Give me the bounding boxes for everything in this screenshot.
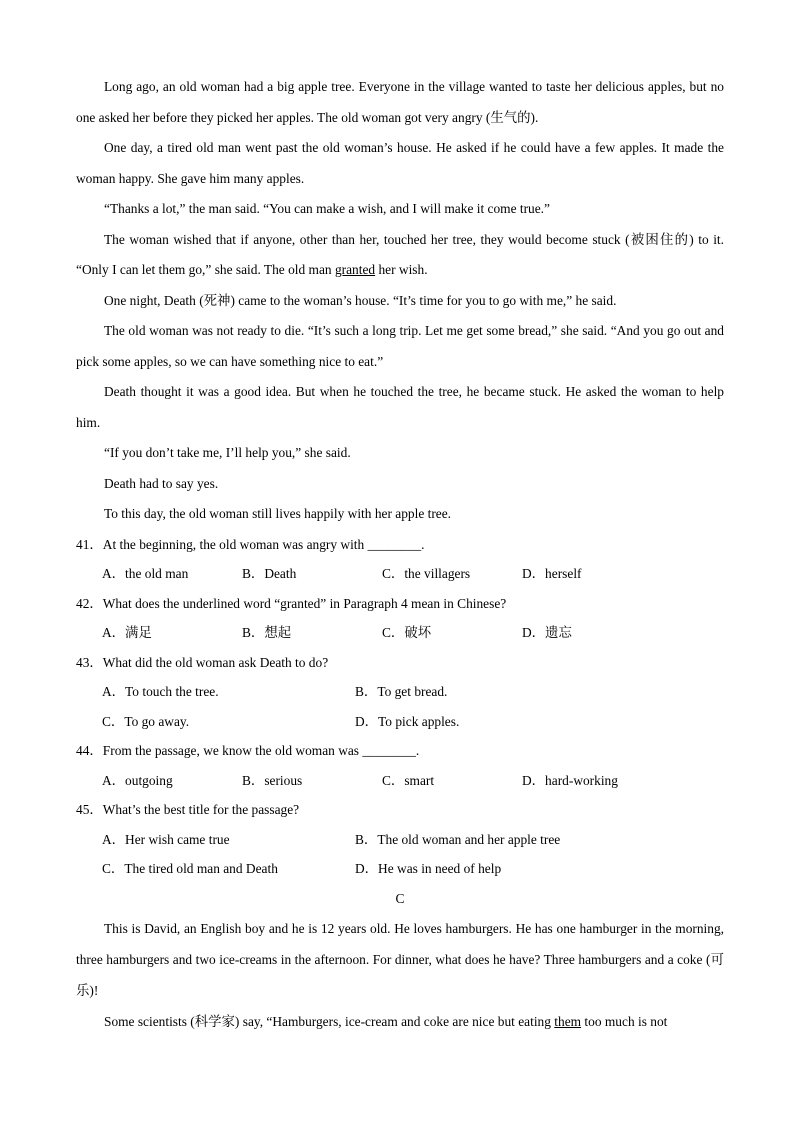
question-text: 43．What did the old woman ask Death to do?	[76, 654, 329, 670]
answer-options	[76, 766, 724, 796]
answer-option: B．To get bread.	[355, 684, 448, 699]
question-text: 44．From the passage, we know the old woman was ________.	[76, 743, 420, 758]
answer-option: D．To pick apples.	[355, 713, 460, 729]
answer-option: C．smart	[382, 772, 435, 788]
answer-option: D．遗忘	[522, 625, 572, 640]
answer-option: B．The old woman and her apple tree	[355, 831, 561, 847]
paragraph: One day, a tired old man went past the old woman’s house. He asked if he could have a few apples. It made the woman happy. She gave him many apples.	[76, 140, 724, 186]
question-text: 42．What does the underlined word “granted” in Paragraph 4 mean in Chinese?	[76, 595, 507, 611]
paragraph: Some scientists (科学家) say, “Hamburgers, ice-cream and coke are nice but eating them too much is not	[104, 1013, 668, 1029]
answer-option: B．想起	[242, 625, 292, 640]
paragraph: This is David, an English boy and he is 12 years old. He loves hamburgers. He has one hamburger in the morning, three hamburgers and two ice-creams in the afternoon. For dinner, what does he have? Three hamburgers and a coke (可乐)!	[76, 920, 724, 998]
answer-option: C．The tired old man and Death	[102, 861, 278, 876]
question-text: 41．At the beginning, the old woman was angry with ________.	[76, 536, 425, 552]
answer-option: C．the villagers	[382, 566, 471, 581]
answer-option: A．outgoing	[102, 772, 173, 788]
answer-option: A．Her wish came true	[102, 831, 230, 847]
answer-option: A．To touch the tree.	[102, 684, 219, 699]
paragraph: The woman wished that if anyone, other than her, touched her tree, they would become stuck (被困住的) to it. “Only I can let them go,” she said. The old man granted her wish.	[76, 231, 724, 277]
document-page	[76, 72, 724, 1037]
paragraph: “If you don’t take me, I’ll help you,” she said.	[104, 445, 351, 460]
underlined-word: granted	[334, 262, 376, 277]
answer-option: D．He was in need of help	[355, 861, 502, 876]
answer-options	[76, 677, 724, 736]
answer-options	[76, 618, 724, 648]
paragraph: Death had to say yes.	[104, 475, 219, 491]
underlined-word: them	[554, 1013, 582, 1029]
answer-option: C．To go away.	[102, 713, 190, 729]
answer-options	[76, 559, 724, 589]
paragraph: One night, Death (死神) came to the woman’s house. “It’s time for you to go with me,” he said.	[104, 292, 617, 308]
paragraph: Death thought it was a good idea. But when he touched the tree, he became stuck. He asked the woman to help him.	[76, 384, 724, 430]
paragraph: Long ago, an old woman had a big apple tree. Everyone in the village wanted to taste her delicious apples, but no one asked her before they picked her apples. The old woman got very angry (生气的).	[76, 79, 724, 125]
passage-b	[76, 72, 724, 530]
passage-c	[76, 913, 724, 1037]
section-heading-c: C	[395, 890, 405, 906]
paragraph: The old woman was not ready to die. “It’s such a long trip. Let me get some bread,” she said. “And you go out and pick some apples, so we can have something nice to eat.”	[76, 323, 724, 369]
question-text: 45．What’s the best title for the passage?	[76, 802, 300, 817]
questions	[76, 530, 724, 884]
paragraph: “Thanks a lot,” the man said. “You can make a wish, and I will make it come true.”	[104, 201, 550, 216]
answer-option: D．herself	[522, 566, 582, 581]
answer-option: B．serious	[242, 772, 303, 788]
paragraph: To this day, the old woman still lives happily with her apple tree.	[104, 506, 452, 521]
answer-option: A．the old man	[102, 566, 189, 581]
answer-options	[76, 825, 724, 884]
answer-option: B．Death	[242, 566, 297, 581]
answer-option: A．满足	[102, 625, 152, 640]
answer-option: D．hard-working	[522, 772, 618, 788]
answer-option: C．破坏	[382, 625, 432, 640]
